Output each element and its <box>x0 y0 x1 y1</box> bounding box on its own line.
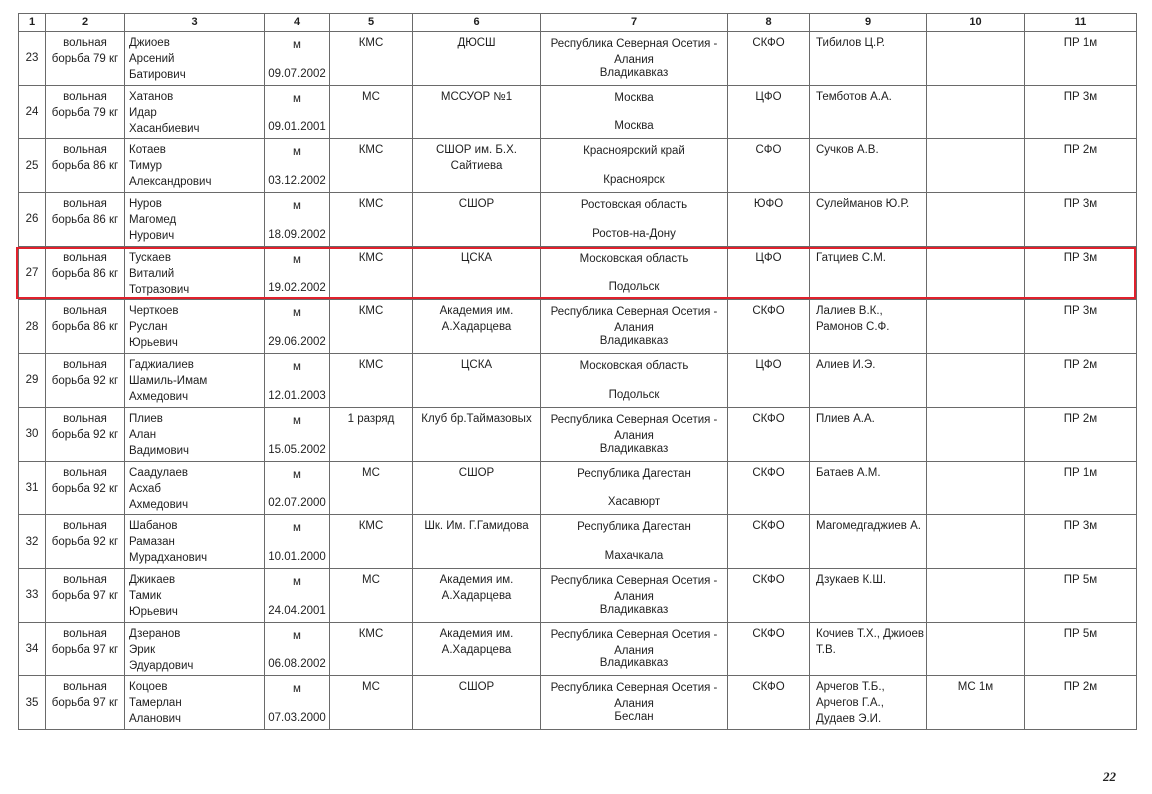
region: Московская область <box>579 360 689 373</box>
city: Ростов-на-Дону <box>592 227 676 240</box>
column-header-3: 3 <box>125 14 265 32</box>
city: Махачкала <box>604 549 664 562</box>
column-11-cell: ПР 3м <box>1025 515 1137 569</box>
athlete-name-cell <box>125 461 265 515</box>
rank-cell: 1 разряд <box>330 407 413 461</box>
surname: Саадулаев <box>129 466 189 479</box>
athlete-name-cell <box>125 32 265 86</box>
city: Владикавказ <box>599 335 669 348</box>
row-number: 34 <box>19 622 46 676</box>
district-cell: СКФО <box>728 407 810 461</box>
coach-cell: Дзукаев К.Ш. <box>810 568 927 622</box>
region: Республика Северная Осетия - Алания <box>550 306 718 335</box>
surname: Нуров <box>129 198 162 211</box>
page-number: 22 <box>1103 769 1116 784</box>
sex-dob-cell <box>265 515 330 569</box>
sex-dob-cell <box>265 85 330 139</box>
column-10-cell <box>927 622 1025 676</box>
sex: м <box>293 253 301 266</box>
header-row <box>19 14 1137 32</box>
city: Москва <box>614 120 654 133</box>
column-11-cell: ПР 2м <box>1025 676 1137 730</box>
sex-dob-cell <box>265 461 330 515</box>
organization-cell: Академия им. А.Хадарцева <box>413 300 541 354</box>
rank-cell: КМС <box>330 300 413 354</box>
column-10-cell <box>927 85 1025 139</box>
table-row <box>19 354 1137 408</box>
region: Московская область <box>579 252 689 265</box>
sex: м <box>293 468 301 481</box>
column-10-cell <box>927 32 1025 86</box>
coach-cell: Батаев А.М. <box>810 461 927 515</box>
region: Республика Северная Осетия - Алания <box>550 38 718 66</box>
table-row <box>19 139 1137 193</box>
organization-cell: Академия им. А.Хадарцева <box>413 568 541 622</box>
district-cell: СКФО <box>728 32 810 86</box>
column-11-cell: ПР 5м <box>1025 622 1137 676</box>
organization-cell: СШОР <box>413 193 541 247</box>
row-number: 31 <box>19 461 46 515</box>
first-name: Магомед <box>129 214 177 227</box>
rank-cell: МС <box>330 568 413 622</box>
athlete-name-cell <box>125 300 265 354</box>
patronymic: Хасанбиевич <box>129 122 200 135</box>
column-header-6: 6 <box>413 14 541 32</box>
column-header-4: 4 <box>265 14 330 32</box>
event-cell: вольная борьба 86 кг <box>46 193 125 247</box>
column-11-cell: ПР 3м <box>1025 193 1137 247</box>
surname: Плиев <box>129 412 163 425</box>
athlete-name-cell <box>125 193 265 247</box>
rank-cell: КМС <box>330 246 413 300</box>
sex: м <box>293 629 301 642</box>
sex: м <box>293 146 301 159</box>
event-cell: вольная борьба 97 кг <box>46 676 125 730</box>
row-number: 27 <box>19 246 46 300</box>
column-11-cell: ПР 2м <box>1025 354 1137 408</box>
table-row <box>19 407 1137 461</box>
event-cell: вольная борьба 92 кг <box>46 354 125 408</box>
district-cell: СКФО <box>728 568 810 622</box>
column-11-cell: ПР 2м <box>1025 139 1137 193</box>
district-cell: ЦФО <box>728 246 810 300</box>
city: Хасавюрт <box>607 496 661 509</box>
surname: Гаджиалиев <box>129 359 194 372</box>
location-cell <box>541 32 728 86</box>
coach-cell: Алиев И.Э. <box>810 354 927 408</box>
region: Республика Северная Осетия - Алания <box>550 413 718 442</box>
patronymic: Юрьевич <box>129 605 178 618</box>
district-cell: СКФО <box>728 515 810 569</box>
patronymic: Ахмедович <box>129 498 189 511</box>
city: Владикавказ <box>599 657 669 670</box>
table-row <box>19 676 1137 730</box>
sex-dob-cell <box>265 246 330 300</box>
table-row <box>19 246 1137 300</box>
column-10-cell <box>927 568 1025 622</box>
surname: Джикаев <box>129 573 176 586</box>
sex: м <box>293 522 301 535</box>
district-cell: СКФО <box>728 622 810 676</box>
location-cell <box>541 622 728 676</box>
column-header-2: 2 <box>46 14 125 32</box>
surname: Дзеранов <box>129 627 181 640</box>
sex: м <box>293 414 301 427</box>
rank-cell: КМС <box>330 354 413 408</box>
column-header-8: 8 <box>728 14 810 32</box>
location-cell <box>541 568 728 622</box>
table-row <box>19 461 1137 515</box>
row-number: 24 <box>19 85 46 139</box>
location-cell <box>541 515 728 569</box>
sex-dob-cell <box>265 622 330 676</box>
sex: м <box>293 361 301 374</box>
coach-cell: Гатциев С.М. <box>810 246 927 300</box>
row-number: 26 <box>19 193 46 247</box>
column-11-cell: ПР 2м <box>1025 407 1137 461</box>
sex: м <box>293 683 301 696</box>
row-number: 33 <box>19 568 46 622</box>
patronymic: Нурович <box>129 230 175 243</box>
event-cell: вольная борьба 97 кг <box>46 568 125 622</box>
rank-cell: КМС <box>330 139 413 193</box>
organization-cell: СШОР <box>413 461 541 515</box>
coach-cell: Плиев А.А. <box>810 407 927 461</box>
organization-cell: ДЮСШ <box>413 32 541 86</box>
region: Москва <box>614 91 654 104</box>
event-cell: вольная борьба 97 кг <box>46 622 125 676</box>
sex: м <box>293 39 301 51</box>
athlete-name-cell <box>125 407 265 461</box>
athlete-name-cell <box>125 139 265 193</box>
table-row <box>19 300 1137 354</box>
rank-cell: КМС <box>330 515 413 569</box>
region: Республика Дагестан <box>577 467 691 480</box>
birth-date: 02.07.2000 <box>268 497 326 510</box>
column-10-cell <box>927 246 1025 300</box>
roster-table <box>18 13 1137 730</box>
location-cell <box>541 85 728 139</box>
athlete-name-cell <box>125 354 265 408</box>
birth-date: 12.01.2003 <box>268 389 326 402</box>
column-10-cell <box>927 461 1025 515</box>
patronymic: Мурадханович <box>129 552 208 565</box>
first-name: Идар <box>129 106 157 119</box>
patronymic: Эдуардович <box>129 659 194 672</box>
rank-cell: КМС <box>330 32 413 86</box>
sex-dob-cell <box>265 139 330 193</box>
column-11-cell: ПР 3м <box>1025 85 1137 139</box>
district-cell: СФО <box>728 139 810 193</box>
patronymic: Ахмедович <box>129 391 189 404</box>
sex: м <box>293 307 301 320</box>
table-row <box>19 193 1137 247</box>
column-10-cell <box>927 407 1025 461</box>
column-header-1: 1 <box>19 14 46 32</box>
surname: Тускаев <box>129 251 171 264</box>
row-number: 29 <box>19 354 46 408</box>
patronymic: Тотразович <box>129 283 190 296</box>
row-number: 35 <box>19 676 46 730</box>
column-11-cell: ПР 1м <box>1025 32 1137 86</box>
birth-date: 09.07.2002 <box>268 67 326 80</box>
surname: Шабанов <box>129 520 178 533</box>
column-header-10: 10 <box>927 14 1025 32</box>
city: Владикавказ <box>599 603 669 616</box>
district-cell: ЦФО <box>728 354 810 408</box>
first-name: Тимур <box>129 160 162 173</box>
first-name: Асхаб <box>129 482 162 495</box>
district-cell: СКФО <box>728 300 810 354</box>
patronymic: Вадимович <box>129 444 190 457</box>
organization-cell: ЦСКА <box>413 354 541 408</box>
city: Подольск <box>608 388 660 401</box>
column-11-cell: ПР 3м <box>1025 300 1137 354</box>
district-cell: ЦФО <box>728 85 810 139</box>
location-cell <box>541 461 728 515</box>
first-name: Алан <box>129 428 157 441</box>
coach-cell: Сучков А.В. <box>810 139 927 193</box>
column-10-cell <box>927 193 1025 247</box>
birth-date: 19.02.2002 <box>268 282 326 295</box>
event-cell: вольная борьба 79 кг <box>46 85 125 139</box>
city: Красноярск <box>603 174 665 187</box>
organization-cell: МССУОР №1 <box>413 85 541 139</box>
event-cell: вольная борьба 92 кг <box>46 461 125 515</box>
column-11-cell: ПР 3м <box>1025 246 1137 300</box>
first-name: Арсений <box>129 53 175 65</box>
sex-dob-cell <box>265 407 330 461</box>
region: Ростовская область <box>580 199 688 212</box>
first-name: Рамазан <box>129 536 175 549</box>
location-cell <box>541 676 728 730</box>
coach-cell: Магомедгаджиев А. <box>810 515 927 569</box>
birth-date: 15.05.2002 <box>268 443 326 456</box>
patronymic: Александрович <box>129 176 212 189</box>
column-11-cell: ПР 1м <box>1025 461 1137 515</box>
event-cell: вольная борьба 92 кг <box>46 407 125 461</box>
row-number: 30 <box>19 407 46 461</box>
column-header-7: 7 <box>541 14 728 32</box>
organization-cell: Клуб бр.Таймазовых <box>413 407 541 461</box>
location-cell <box>541 300 728 354</box>
event-cell: вольная борьба 86 кг <box>46 300 125 354</box>
patronymic: Аланович <box>129 713 182 726</box>
organization-cell: ЦСКА <box>413 246 541 300</box>
column-10-cell <box>927 300 1025 354</box>
athlete-name-cell <box>125 515 265 569</box>
first-name: Эрик <box>129 643 156 656</box>
coach-cell: Кочиев Т.Х., Джиоев Т.В. <box>810 622 927 676</box>
table-row <box>19 515 1137 569</box>
column-header-5: 5 <box>330 14 413 32</box>
row-number: 28 <box>19 300 46 354</box>
first-name: Тамик <box>129 589 162 602</box>
column-header-11: 11 <box>1025 14 1137 32</box>
column-11-cell: ПР 5м <box>1025 568 1137 622</box>
patronymic: Юрьевич <box>129 337 178 350</box>
rank-cell: МС <box>330 85 413 139</box>
rank-cell: КМС <box>330 193 413 247</box>
coach-cell: Сулейманов Ю.Р. <box>810 193 927 247</box>
city: Беслан <box>614 710 654 723</box>
district-cell: ЮФО <box>728 193 810 247</box>
surname: Черткоев <box>129 305 179 318</box>
birth-date: 18.09.2002 <box>268 228 326 241</box>
column-10-cell: МС 1м <box>927 676 1025 730</box>
athlete-name-cell <box>125 85 265 139</box>
district-cell: СКФО <box>728 676 810 730</box>
sex-dob-cell <box>265 676 330 730</box>
birth-date: 07.03.2000 <box>268 711 326 724</box>
organization-cell: СШОР <box>413 676 541 730</box>
surname: Коцоев <box>129 681 168 694</box>
table-row <box>19 32 1137 86</box>
table-row <box>19 568 1137 622</box>
region: Республика Северная Осетия - Алания <box>550 682 718 711</box>
location-cell <box>541 193 728 247</box>
first-name: Тамерлан <box>129 697 182 710</box>
coach-cell: Тибилов Ц.Р. <box>810 32 927 86</box>
column-10-cell <box>927 354 1025 408</box>
birth-date: 10.01.2000 <box>268 550 326 563</box>
row-number: 32 <box>19 515 46 569</box>
row-number: 23 <box>19 32 46 86</box>
surname: Котаев <box>129 144 166 157</box>
city: Подольск <box>608 281 660 294</box>
city: Владикавказ <box>599 442 669 455</box>
sex-dob-cell <box>265 300 330 354</box>
sex: м <box>293 92 301 105</box>
region: Красноярский край <box>583 145 685 158</box>
region: Республика Северная Осетия - Алания <box>550 628 718 657</box>
sex-dob-cell <box>265 568 330 622</box>
coach-cell: Лалиев В.К., Рамонов С.Ф. <box>810 300 927 354</box>
column-header-9: 9 <box>810 14 927 32</box>
region: Республика Дагестан <box>577 521 691 534</box>
table-row <box>19 85 1137 139</box>
district-cell: СКФО <box>728 461 810 515</box>
sex: м <box>293 575 301 588</box>
event-cell: вольная борьба 92 кг <box>46 515 125 569</box>
coach-cell: Арчегов Т.Б., Арчегов Г.А., Дудаев Э.И. <box>810 676 927 730</box>
coach-cell: Темботов А.А. <box>810 85 927 139</box>
birth-date: 09.01.2001 <box>268 121 326 134</box>
rank-cell: МС <box>330 676 413 730</box>
region: Республика Северная Осетия - Алания <box>550 574 718 603</box>
athlete-name-cell <box>125 246 265 300</box>
sex-dob-cell <box>265 32 330 86</box>
athlete-name-cell <box>125 676 265 730</box>
column-10-cell <box>927 139 1025 193</box>
organization-cell: Академия им. А.Хадарцева <box>413 622 541 676</box>
column-10-cell <box>927 515 1025 569</box>
sex-dob-cell <box>265 354 330 408</box>
birth-date: 06.08.2002 <box>268 658 326 671</box>
sex-dob-cell <box>265 193 330 247</box>
event-cell: вольная борьба 86 кг <box>46 246 125 300</box>
location-cell <box>541 407 728 461</box>
surname: Хатанов <box>129 90 174 103</box>
event-cell: вольная борьба 79 кг <box>46 32 125 86</box>
rank-cell: КМС <box>330 622 413 676</box>
surname: Джиоев <box>129 37 170 49</box>
first-name: Руслан <box>129 321 168 334</box>
row-number: 25 <box>19 139 46 193</box>
birth-date: 03.12.2002 <box>268 175 326 188</box>
birth-date: 24.04.2001 <box>268 604 326 617</box>
athlete-name-cell <box>125 622 265 676</box>
rank-cell: МС <box>330 461 413 515</box>
event-cell: вольная борьба 86 кг <box>46 139 125 193</box>
city: Владикавказ <box>599 66 669 79</box>
first-name: Виталий <box>129 267 175 280</box>
first-name: Шамиль-Имам <box>129 375 208 388</box>
sex: м <box>293 200 301 213</box>
patronymic: Батирович <box>129 69 186 81</box>
organization-cell: Шк. Им. Г.Гамидова <box>413 515 541 569</box>
table-row <box>19 622 1137 676</box>
birth-date: 29.06.2002 <box>268 336 326 349</box>
location-cell <box>541 246 728 300</box>
location-cell <box>541 139 728 193</box>
athlete-name-cell <box>125 568 265 622</box>
location-cell <box>541 354 728 408</box>
organization-cell: СШОР им. Б.Х. Сайтиева <box>413 139 541 193</box>
